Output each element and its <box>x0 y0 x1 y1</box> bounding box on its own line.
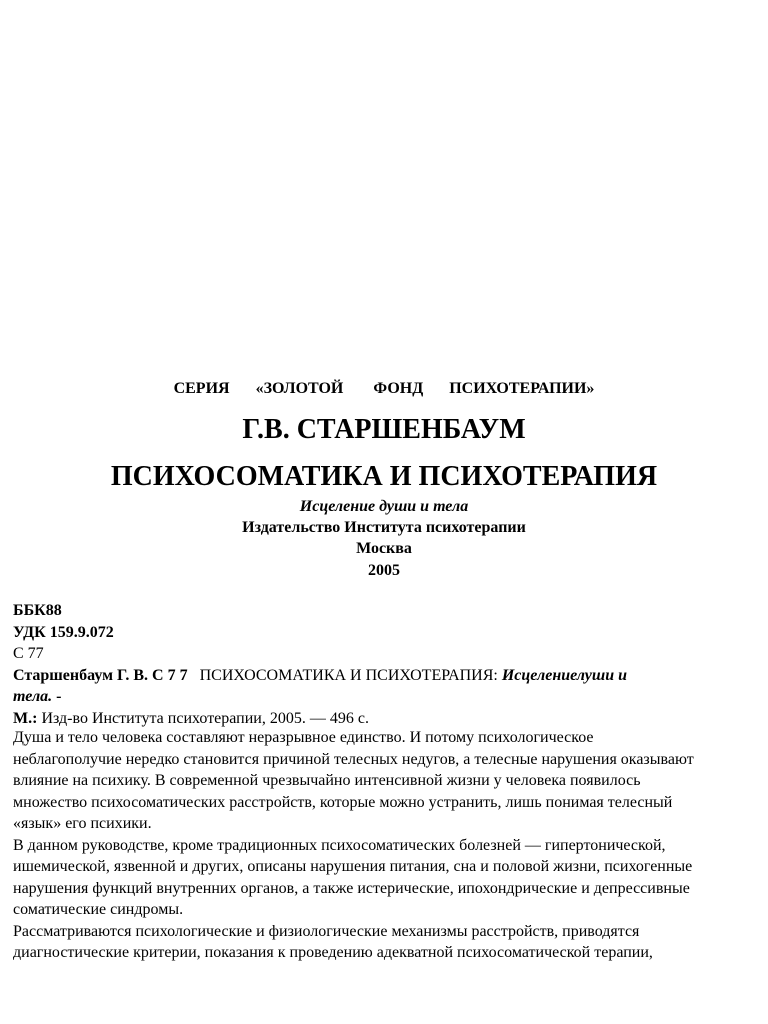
book-subtitle: Исцеление души и тела <box>299 498 469 515</box>
author-name: Г.В. СТАРШЕНБАУМ <box>242 414 526 445</box>
text-line: ишемической, язвенной и других, описаны нарушения питания, сна и половой жизни, психогенные <box>13 858 693 875</box>
text-line: нарушения функций внутренних органов, а также истерические, ипохондрические и депрессивные <box>13 879 690 897</box>
series-word-1: СЕРИЯ <box>173 380 230 397</box>
text-line: В данном руководстве, кроме традиционных психосоматических болезней — гипертонической, <box>13 836 666 854</box>
catalog-entry-line <box>13 665 758 687</box>
series-word-4: ПСИХОТЕРАПИИ» <box>449 380 595 397</box>
text-line: Рассматриваются психологические и физиологические механизмы расстройств, приводятся <box>13 922 640 940</box>
publication-city: Москва <box>356 540 412 557</box>
series-word-3: ФОНД <box>373 380 424 397</box>
series-word-2: «ЗОЛОТОЙ <box>255 380 344 397</box>
text-line: множество психосоматических расстройств, которые можно устранить, лишь понимая телесный <box>13 793 673 811</box>
book-title: ПСИХОСОМАТИКА И ПСИХОТЕРАПИЯ <box>110 461 658 492</box>
publication-year: 2005 <box>368 562 400 579</box>
text-line: влияние на психику. В современной чрезвычайно интенсивной жизни у человека появилось <box>13 772 641 789</box>
entry-title: ПСИХОСОМАТИКА И ПСИХОТЕРАПИЯ: <box>199 666 498 684</box>
entry-subtitle-part1: Исцелениелуши и <box>501 666 628 684</box>
annotation-text <box>13 727 758 964</box>
text-line: диагностические критерии, показания к проведению адекватной психосоматической терапии, <box>13 944 653 961</box>
text-line: неблагополучие нередко становится причиной телесных недугов, а телесные нарушения оказывают <box>13 750 694 768</box>
publisher: Издательство Института психотерапии <box>242 519 526 536</box>
catalog-block <box>13 600 758 729</box>
text-line: соматические синдромы. <box>13 901 184 918</box>
catalog-code: С 77 <box>13 645 44 662</box>
entry-dash: - <box>52 688 62 705</box>
imprint-line <box>13 708 758 730</box>
catalog-entry-line-2 <box>13 686 758 708</box>
bbk-code: ББК88 <box>13 602 62 619</box>
series-heading <box>0 380 768 398</box>
text-line: Душа и тело человека составляют неразрывное единство. И потому психологическое <box>13 729 594 746</box>
entry-subtitle-part2: тела. <box>13 688 53 705</box>
udk-code: УДК 159.9.072 <box>13 623 114 641</box>
entry-author: Старшенбаум Г. В. С 7 7 <box>13 666 188 684</box>
text-line: «язык» его психики. <box>13 815 152 832</box>
imprint-text: Изд-во Института психотерапии, 2005. — 496 с. <box>37 709 369 727</box>
imprint-label: М.: <box>13 709 38 727</box>
